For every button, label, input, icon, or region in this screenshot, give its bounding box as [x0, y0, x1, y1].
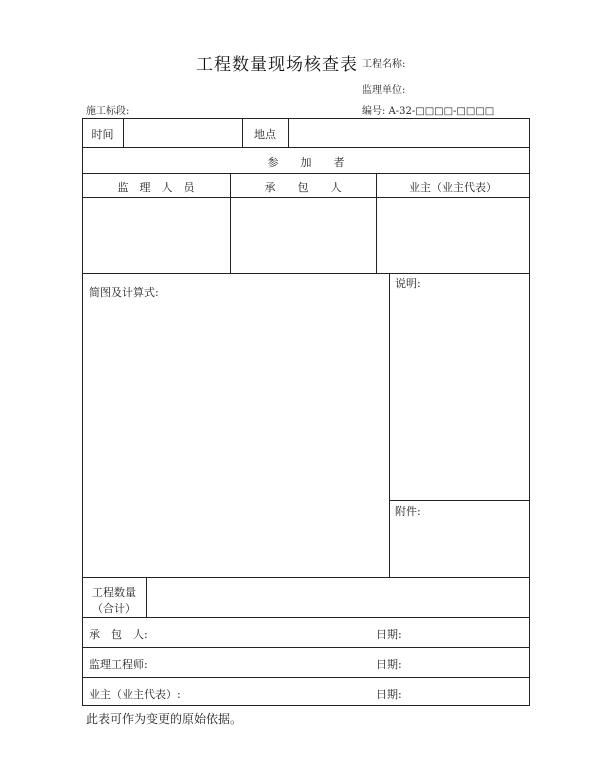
location-field[interactable]: [289, 118, 530, 147]
location-label: 地点: [254, 128, 276, 141]
supervisors-label: 监 理 人 员: [117, 181, 195, 194]
document-number-label: 编号: A-32-□□□□-□□□□: [362, 106, 495, 117]
owner-date-field[interactable]: [410, 678, 528, 705]
row-divider: [82, 147, 530, 148]
row-divider: [82, 173, 530, 174]
footer-note: 此表可作为变更的原始依据。: [86, 712, 243, 726]
owner-signature-area[interactable]: [377, 198, 530, 273]
engineer-signature-field[interactable]: [160, 648, 360, 677]
row-divider: [389, 500, 530, 501]
date-label: 日期:: [376, 628, 402, 641]
date-label: 日期:: [376, 658, 402, 671]
sketch-label: 简图及计算式:: [89, 286, 159, 299]
page-title: 工程数量现场核查表: [196, 55, 358, 75]
contractor-date-field[interactable]: [410, 618, 528, 647]
sketch-area[interactable]: [83, 298, 389, 577]
sign-engineer-label: 监理工程师:: [89, 658, 148, 671]
engineer-date-field[interactable]: [410, 648, 528, 677]
supervision-unit-label: 监理单位:: [362, 85, 406, 96]
attachment-area[interactable]: [390, 518, 530, 577]
time-label: 时间: [91, 128, 114, 141]
attachment-label: 附件:: [395, 505, 421, 518]
owner-signature-field[interactable]: [185, 678, 360, 705]
explanation-label: 说明:: [395, 277, 421, 290]
quantity-label-line1: 工程数量: [92, 586, 136, 599]
participants-label: 参 加 者: [267, 156, 345, 169]
project-name-label: 工程名称:: [362, 59, 406, 70]
contractor-label: 承 包 人: [264, 181, 342, 194]
sign-owner-label: 业主（业主代表）:: [89, 688, 181, 701]
contractor-signature-field[interactable]: [160, 618, 360, 647]
quantity-field[interactable]: [147, 578, 530, 617]
explanation-area[interactable]: [390, 290, 530, 500]
contractor-signature-area[interactable]: [231, 198, 376, 273]
date-label: 日期:: [376, 688, 402, 701]
section-label: 施工标段:: [86, 106, 130, 117]
sign-contractor-label: 承 包 人:: [89, 628, 148, 641]
supervisors-signature-area[interactable]: [83, 198, 230, 273]
quantity-label-line2: （合计）: [92, 602, 136, 615]
owner-label: 业主（业主代表）: [409, 181, 497, 194]
time-field[interactable]: [124, 118, 242, 147]
row-divider: [82, 273, 530, 274]
